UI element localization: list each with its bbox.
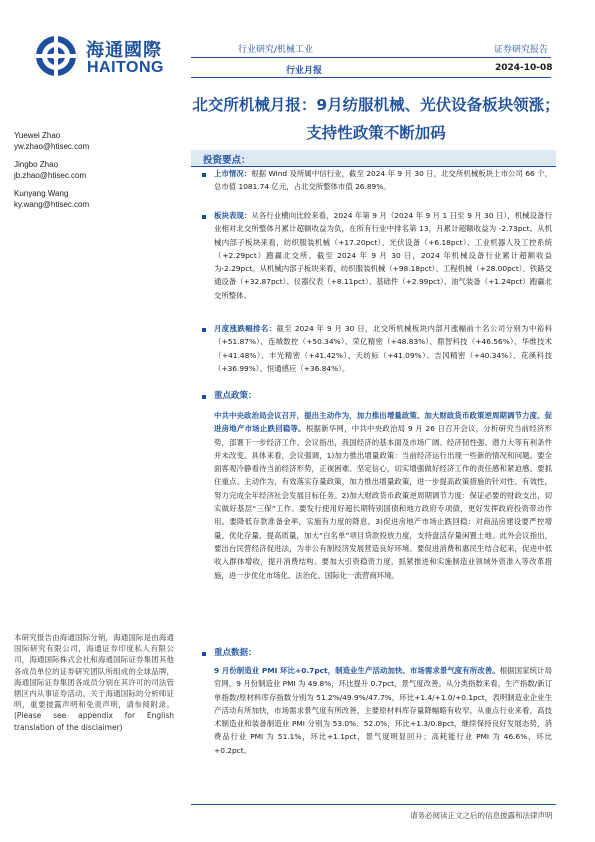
author-email[interactable]: yw.zhao@htisec.com: [14, 142, 90, 151]
author-block: [14, 188, 89, 210]
section-summary-header: [191, 150, 556, 167]
section-summary-title: 投资要点：: [203, 155, 251, 166]
paragraph-body: 根据新华网，中共中央政治局 9 月 26 日召开会议，分析研究当前经济形势，部署下一步经济工作。会议指出，我国经济的基本面及市场广阔、经济韧性强、潜力大等有利条件并未改变。具体来看，会议强调，1)加力推出增量政策：当前经济运行出现一些新的情况和问题。要全面客观冷静看待当前经济形势，正视困难、坚定信心，切实增强做好经济工作的责任感和紧迫感。要抓住重点、主动作为，有效落实存量政策，加力推出增量政策，进一步提高政策措施的针对性、有效性，努力完成全年经济社会发展目标任务。2)加大财政货币政策逆周期调节力度：保证必要的财政支出，切实做好基层“三保”工作。要发行使用好超长期特别国债和地方政府专项债，更好发挥政府投资带动作用。要降低存款准备金率，实施有力度的降息。3)促进房地产市场止跌回稳：对商品房建设要严控增量、优化存量、提高质量，加大“白名单”项目贷款投放力度，支持盘活存量闲置土地。此外会议指出，要出台民营经济促进法，为非公有制经济发展营造良好环境。要促进消费和惠民生结合起来，促进中低收入群体增收，提升消费结构。要加大引资稳资力度，抓紧推进和实施制造业领域外资准入等改革措施，进一步优化市场化、法治化、国际化一流营商环境。: [214, 424, 552, 580]
brand-name-en: HAITONG: [87, 59, 164, 76]
paragraph-lead: 板块表现：: [214, 211, 252, 220]
disclaimer-text: 本研究报告由海通国际分销，海通国际是由海通国际研究有限公司，海通证券印度私人有限公司，海通国际株式会社和海通国际证券集团其他各成员单位的证券研究团队所组成的全球品牌，海通国际证券集团各成员分别在其许可的司法管辖区内从事证券活动。关于海通国际的分析师证明，重要披露声明和免责声明，请参阅附录。(Please see appendix for English translation of the disclaimer): [14, 633, 174, 732]
bullet-icon: [202, 173, 206, 177]
haitong-logo-icon: [34, 34, 78, 78]
section-policy-title: 重点政策：: [214, 391, 257, 401]
paragraph-lead: 9 月份制造业 PMI 环比+0.7pct，制造业生产活动加快、市场需求景气度有所改善。: [214, 666, 500, 675]
footer-divider: [191, 804, 556, 805]
author-email[interactable]: jb.zhao@htisec.com: [14, 171, 87, 180]
paragraph-lead: 月度涨跌幅排名：: [214, 324, 277, 333]
author-name: Yuewei Zhao: [14, 131, 61, 140]
paragraph-body: 截至 2024 年 9 月 30 日，北交所机械板块内部月涨幅前十名公司分别为中裕科（+51.87%）、连城数控（+50.34%）、荣亿精密（+48.83%）、鼎智科技（+46.56%）、华维技术（+41.48%）、丰光精密（+41.42%）、天纺标（+41.09%）、吉冈精密（+40.34%）、花溪科技（+36.99%）、恒通感应（+36.84%）。: [214, 324, 552, 373]
report-title: 北交所机械月报：9月纺服机械、光伏设备板块领涨；支持性政策不断加码: [192, 96, 560, 142]
header-report-type: 证券研究报告: [494, 45, 549, 55]
paragraph-performance: [214, 209, 552, 302]
bullet-icon: [202, 328, 206, 332]
bullet-icon: [202, 395, 206, 399]
footer-notice: 请务必阅读正文之后的信息披露和法律声明: [410, 811, 553, 820]
brand-name-cn: 海通國際: [86, 40, 162, 61]
paragraph-body: 从各行业横向比较来看，2024 年第 9 月（2024 年 9 月 1 日至 9 月 30 日），机械设备行业相对北交所整体月累计超额收益为负，在所有行业中排名第 13，月累计超额收益为 -2.73pct。从机械内部子板块来看，纺织服装机械（+17.20pct）、光伏设备（+6.18pct）、工业机器人及工控系统（+2.29pct）跑赢北交所。截至 2024 年 9 月 30 日，2024 年机械设备行业累计超额收益为-2.29pct。从机械内部子板块来看，纺织服装机械（+98.18pct）、工程机械（+28.00pct）、铁路交通设备（+32.87pct）、仪器仪表（+8.11pct）、基础件（+2.99pct）、油气装备（+1.24pct）跑赢北交所整体。: [214, 211, 552, 300]
paragraph-body: 根据国家统计局官网，9 月份制造业 PMI 为 49.8%，环比提升 0.7pct，景气度改善。从分类指数来看，生产指数/新订单指数/原材料库存指数分别为 51.2%/49.9%/47.7%，环比+1.4/+1.0/+0.1pct，表明制造业企业生产活动有所加快，市场需求景气度有所改善，主要原材料库存量降幅略有收窄。从重点行业来看，高技术制造业和装备制造业 PMI 分别为 53.0%、52.0%，环比+1.3/0.8pct，继续保持良好发展态势，消费品行业 PMI 为 51.1%，环比+1.1pct，景气度明显回升；高耗能行业 PMI 为 46.6%，环比+0.2pct。: [214, 666, 552, 755]
paragraph-lead: 中共中央政治局会议召开，提出主动作为，加力推出增量政策、加大财政货币政策逆周期调节力度、促进房地产市场止跌回稳等。: [214, 411, 552, 434]
paragraph-body: 根据 Wind 及所属中信行业，截至 2024 年 9 月 30 日，北交所机械板块上市公司 66 个，总市值 1081.74 亿元，占北交所整体市值 26.89%。: [214, 169, 552, 192]
section-data-title: 重点数据：: [214, 648, 257, 658]
bullet-icon: [202, 652, 206, 656]
author-block: [14, 130, 89, 152]
author-name: Kunyang Wang: [14, 189, 69, 198]
paragraph-lead: 上市情况：: [214, 169, 252, 178]
header-category: 行业研究/机械工业: [238, 45, 314, 55]
paragraph-data: [214, 664, 552, 757]
header-date: 2024-10-08: [495, 63, 553, 73]
header-subtitle: 行业月报: [286, 66, 323, 76]
brand-logo: [34, 34, 184, 79]
bullet-icon: [202, 215, 206, 219]
paragraph-ranking: [214, 322, 552, 375]
author-block: [14, 159, 89, 181]
paragraph-listing: [214, 167, 552, 194]
author-list: [14, 130, 89, 217]
header-divider: [191, 57, 551, 58]
paragraph-policy: [214, 409, 552, 582]
author-email[interactable]: ky.wang@htisec.com: [14, 200, 90, 209]
author-name: Jingbo Zhao: [14, 160, 59, 169]
header-divider-2: [191, 77, 551, 78]
